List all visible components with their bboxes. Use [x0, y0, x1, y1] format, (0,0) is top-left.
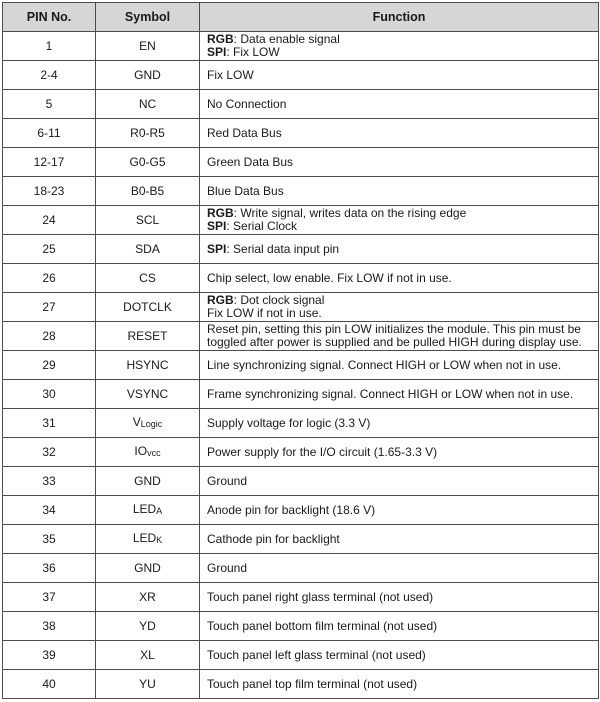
symbol-text: IO: [134, 443, 148, 458]
function-text: : Serial Clock: [226, 219, 298, 233]
symbol-cell: [96, 119, 200, 148]
symbol-text: V: [132, 414, 141, 429]
function-line: [207, 98, 594, 111]
function-text: Frame synchronizing signal. Connect HIGH or LOW when not in use.: [207, 386, 574, 401]
function-cell: [200, 380, 599, 409]
function-line: [207, 475, 594, 488]
symbol-subscript: Logic: [140, 418, 163, 429]
symbol-subscript: vcc: [147, 447, 161, 458]
function-text: : Data enable signal: [233, 32, 340, 46]
symbol-text: YD: [139, 618, 156, 633]
function-cell: [200, 32, 599, 61]
function-text: Line synchronizing signal. Connect HIGH or LOW when not in use.: [207, 357, 562, 372]
function-cell: [200, 525, 599, 554]
function-text: Ground: [207, 560, 248, 575]
symbol-cell: [96, 496, 200, 525]
function-text: toggled after power is supplied and be pulled HIGH during display use.: [207, 335, 582, 349]
pin-number-cell: 37: [3, 583, 96, 612]
function-cell: [200, 322, 599, 351]
pin-number-cell: 29: [3, 351, 96, 380]
function-text: Reset pin, setting this pin LOW initializes the module. This pin must be: [207, 322, 581, 336]
pin-table: [2, 2, 599, 699]
table-row: [3, 641, 599, 670]
symbol-text: VSYNC: [126, 386, 169, 401]
symbol-text: XR: [139, 589, 156, 604]
pin-number-cell: 28: [3, 322, 96, 351]
pin-number-cell: 31: [3, 409, 96, 438]
function-text: No Connection: [207, 96, 287, 111]
function-text: Green Data Bus: [207, 154, 294, 169]
table-row: [3, 467, 599, 496]
function-line: [207, 127, 594, 140]
table-row: [3, 264, 599, 293]
table-row: [3, 554, 599, 583]
table-row: [3, 438, 599, 467]
function-text: Ground: [207, 473, 248, 488]
function-line: [207, 533, 594, 546]
function-text: Touch panel left glass terminal (not used): [207, 647, 426, 662]
interface-keyword: SPI: [207, 219, 227, 233]
pin-number-cell: 5: [3, 90, 96, 119]
symbol-subscript: K: [156, 534, 163, 545]
table-row: [3, 380, 599, 409]
symbol-text: RESET: [127, 328, 168, 343]
symbol-cell: [96, 380, 200, 409]
symbol-cell: [96, 61, 200, 90]
function-cell: [200, 206, 599, 235]
pin-number-cell: 25: [3, 235, 96, 264]
function-line: [207, 562, 594, 575]
function-text: Touch panel bottom film terminal (not used): [207, 618, 438, 633]
table-row: [3, 612, 599, 641]
pin-number-cell: 40: [3, 670, 96, 699]
interface-keyword: SPI: [207, 45, 227, 59]
symbol-text: SDA: [135, 241, 160, 256]
header-pin: PIN No.: [3, 3, 96, 32]
symbol-cell: [96, 641, 200, 670]
symbol-text: CS: [139, 270, 156, 285]
function-line: [207, 336, 594, 349]
symbol-text: XL: [140, 647, 155, 662]
table-row: [3, 32, 599, 61]
function-line: [207, 446, 594, 459]
pin-number-cell: 6-11: [3, 119, 96, 148]
table-row: [3, 293, 599, 322]
symbol-text: B0-B5: [130, 183, 165, 198]
function-line: [207, 649, 594, 662]
interface-keyword: RGB: [207, 293, 234, 307]
function-text: Power supply for the I/O circuit (1.65-3.3 V): [207, 444, 438, 459]
pin-number-cell: 39: [3, 641, 96, 670]
pin-number-cell: 26: [3, 264, 96, 293]
table-row: [3, 409, 599, 438]
function-line: [207, 69, 594, 82]
function-text: : Fix LOW: [226, 45, 280, 59]
pin-number-cell: 24: [3, 206, 96, 235]
pin-table-header: [3, 3, 599, 32]
pin-table-body: [3, 32, 599, 699]
function-line: [207, 504, 594, 517]
function-line: [207, 220, 594, 233]
symbol-cell: [96, 32, 200, 61]
function-line: [207, 307, 594, 320]
symbol-cell: [96, 206, 200, 235]
symbol-text: SCL: [135, 212, 160, 227]
pin-number-cell: 27: [3, 293, 96, 322]
symbol-text: LED: [132, 530, 157, 545]
symbol-cell: [96, 670, 200, 699]
pin-number-cell: 38: [3, 612, 96, 641]
table-row: [3, 90, 599, 119]
function-text: Chip select, low enable. Fix LOW if not in use.: [207, 270, 452, 285]
function-text: Supply voltage for logic (3.3 V): [207, 415, 371, 430]
function-text: Touch panel top film terminal (not used): [207, 676, 418, 691]
function-cell: [200, 148, 599, 177]
symbol-text: G0-G5: [129, 154, 166, 169]
function-line: [207, 678, 594, 691]
table-row: [3, 496, 599, 525]
table-row: [3, 148, 599, 177]
function-cell: [200, 409, 599, 438]
symbol-cell: [96, 148, 200, 177]
header-row: [3, 3, 599, 32]
table-row: [3, 322, 599, 351]
symbol-cell: [96, 612, 200, 641]
table-row: [3, 583, 599, 612]
function-cell: [200, 235, 599, 264]
function-line: [207, 156, 594, 169]
function-cell: [200, 438, 599, 467]
function-line: [207, 243, 594, 256]
interface-keyword: SPI: [207, 241, 227, 256]
symbol-cell: [96, 525, 200, 554]
function-text: Touch panel right glass terminal (not used): [207, 589, 434, 604]
pin-number-cell: 36: [3, 554, 96, 583]
symbol-subscript: A: [156, 505, 163, 516]
pin-number-cell: 34: [3, 496, 96, 525]
function-cell: [200, 351, 599, 380]
function-text: : Write signal, writes data on the rising edge: [233, 206, 467, 220]
symbol-text: LED: [132, 501, 157, 516]
table-row: [3, 206, 599, 235]
interface-keyword: RGB: [207, 32, 234, 46]
function-line: [207, 388, 594, 401]
function-text: Blue Data Bus: [207, 183, 284, 198]
symbol-cell: [96, 293, 200, 322]
symbol-cell: [96, 554, 200, 583]
table-row: [3, 61, 599, 90]
symbol-cell: [96, 583, 200, 612]
table-row: [3, 670, 599, 699]
function-cell: [200, 177, 599, 206]
symbol-cell: [96, 90, 200, 119]
function-cell: [200, 90, 599, 119]
function-text: Fix LOW if not in use.: [207, 306, 322, 320]
pin-number-cell: 35: [3, 525, 96, 554]
pin-number-cell: 12-17: [3, 148, 96, 177]
function-line: [207, 185, 594, 198]
function-line: [207, 359, 594, 372]
header-function: Function: [200, 3, 599, 32]
symbol-text: HSYNC: [126, 357, 169, 372]
function-cell: [200, 612, 599, 641]
pin-number-cell: 2-4: [3, 61, 96, 90]
symbol-cell: [96, 438, 200, 467]
table-row: [3, 351, 599, 380]
function-text: Fix LOW: [207, 67, 254, 82]
function-line: [207, 591, 594, 604]
function-cell: [200, 554, 599, 583]
table-row: [3, 119, 599, 148]
symbol-text: NC: [138, 96, 157, 111]
symbol-text: YU: [139, 676, 156, 691]
symbol-text: R0-R5: [130, 125, 165, 140]
function-text: : Dot clock signal: [233, 293, 325, 307]
function-line: [207, 620, 594, 633]
symbol-text: DOTCLK: [123, 299, 172, 314]
function-cell: [200, 641, 599, 670]
function-cell: [200, 119, 599, 148]
function-line: [207, 417, 594, 430]
function-cell: [200, 264, 599, 293]
symbol-cell: [96, 177, 200, 206]
symbol-text: EN: [139, 38, 156, 53]
symbol-cell: [96, 409, 200, 438]
header-symbol: Symbol: [96, 3, 200, 32]
symbol-text: GND: [134, 67, 161, 82]
function-cell: [200, 61, 599, 90]
pin-number-cell: 18-23: [3, 177, 96, 206]
symbol-text: GND: [134, 473, 161, 488]
function-cell: [200, 583, 599, 612]
pin-number-cell: 1: [3, 32, 96, 61]
function-text: Red Data Bus: [207, 125, 282, 140]
symbol-cell: [96, 351, 200, 380]
function-cell: [200, 467, 599, 496]
symbol-cell: [96, 235, 200, 264]
pin-number-cell: 30: [3, 380, 96, 409]
function-cell: [200, 293, 599, 322]
function-text: Cathode pin for backlight: [207, 531, 340, 546]
table-row: [3, 525, 599, 554]
function-cell: [200, 670, 599, 699]
pin-number-cell: 32: [3, 438, 96, 467]
symbol-cell: [96, 264, 200, 293]
pin-number-cell: 33: [3, 467, 96, 496]
function-text: : Serial data input pin: [226, 241, 340, 256]
symbol-cell: [96, 322, 200, 351]
function-line: [207, 272, 594, 285]
table-row: [3, 235, 599, 264]
function-line: [207, 46, 594, 59]
symbol-cell: [96, 467, 200, 496]
function-text: Anode pin for backlight (18.6 V): [207, 502, 376, 517]
symbol-text: GND: [134, 560, 161, 575]
interface-keyword: RGB: [207, 206, 234, 220]
function-cell: [200, 496, 599, 525]
table-row: [3, 177, 599, 206]
